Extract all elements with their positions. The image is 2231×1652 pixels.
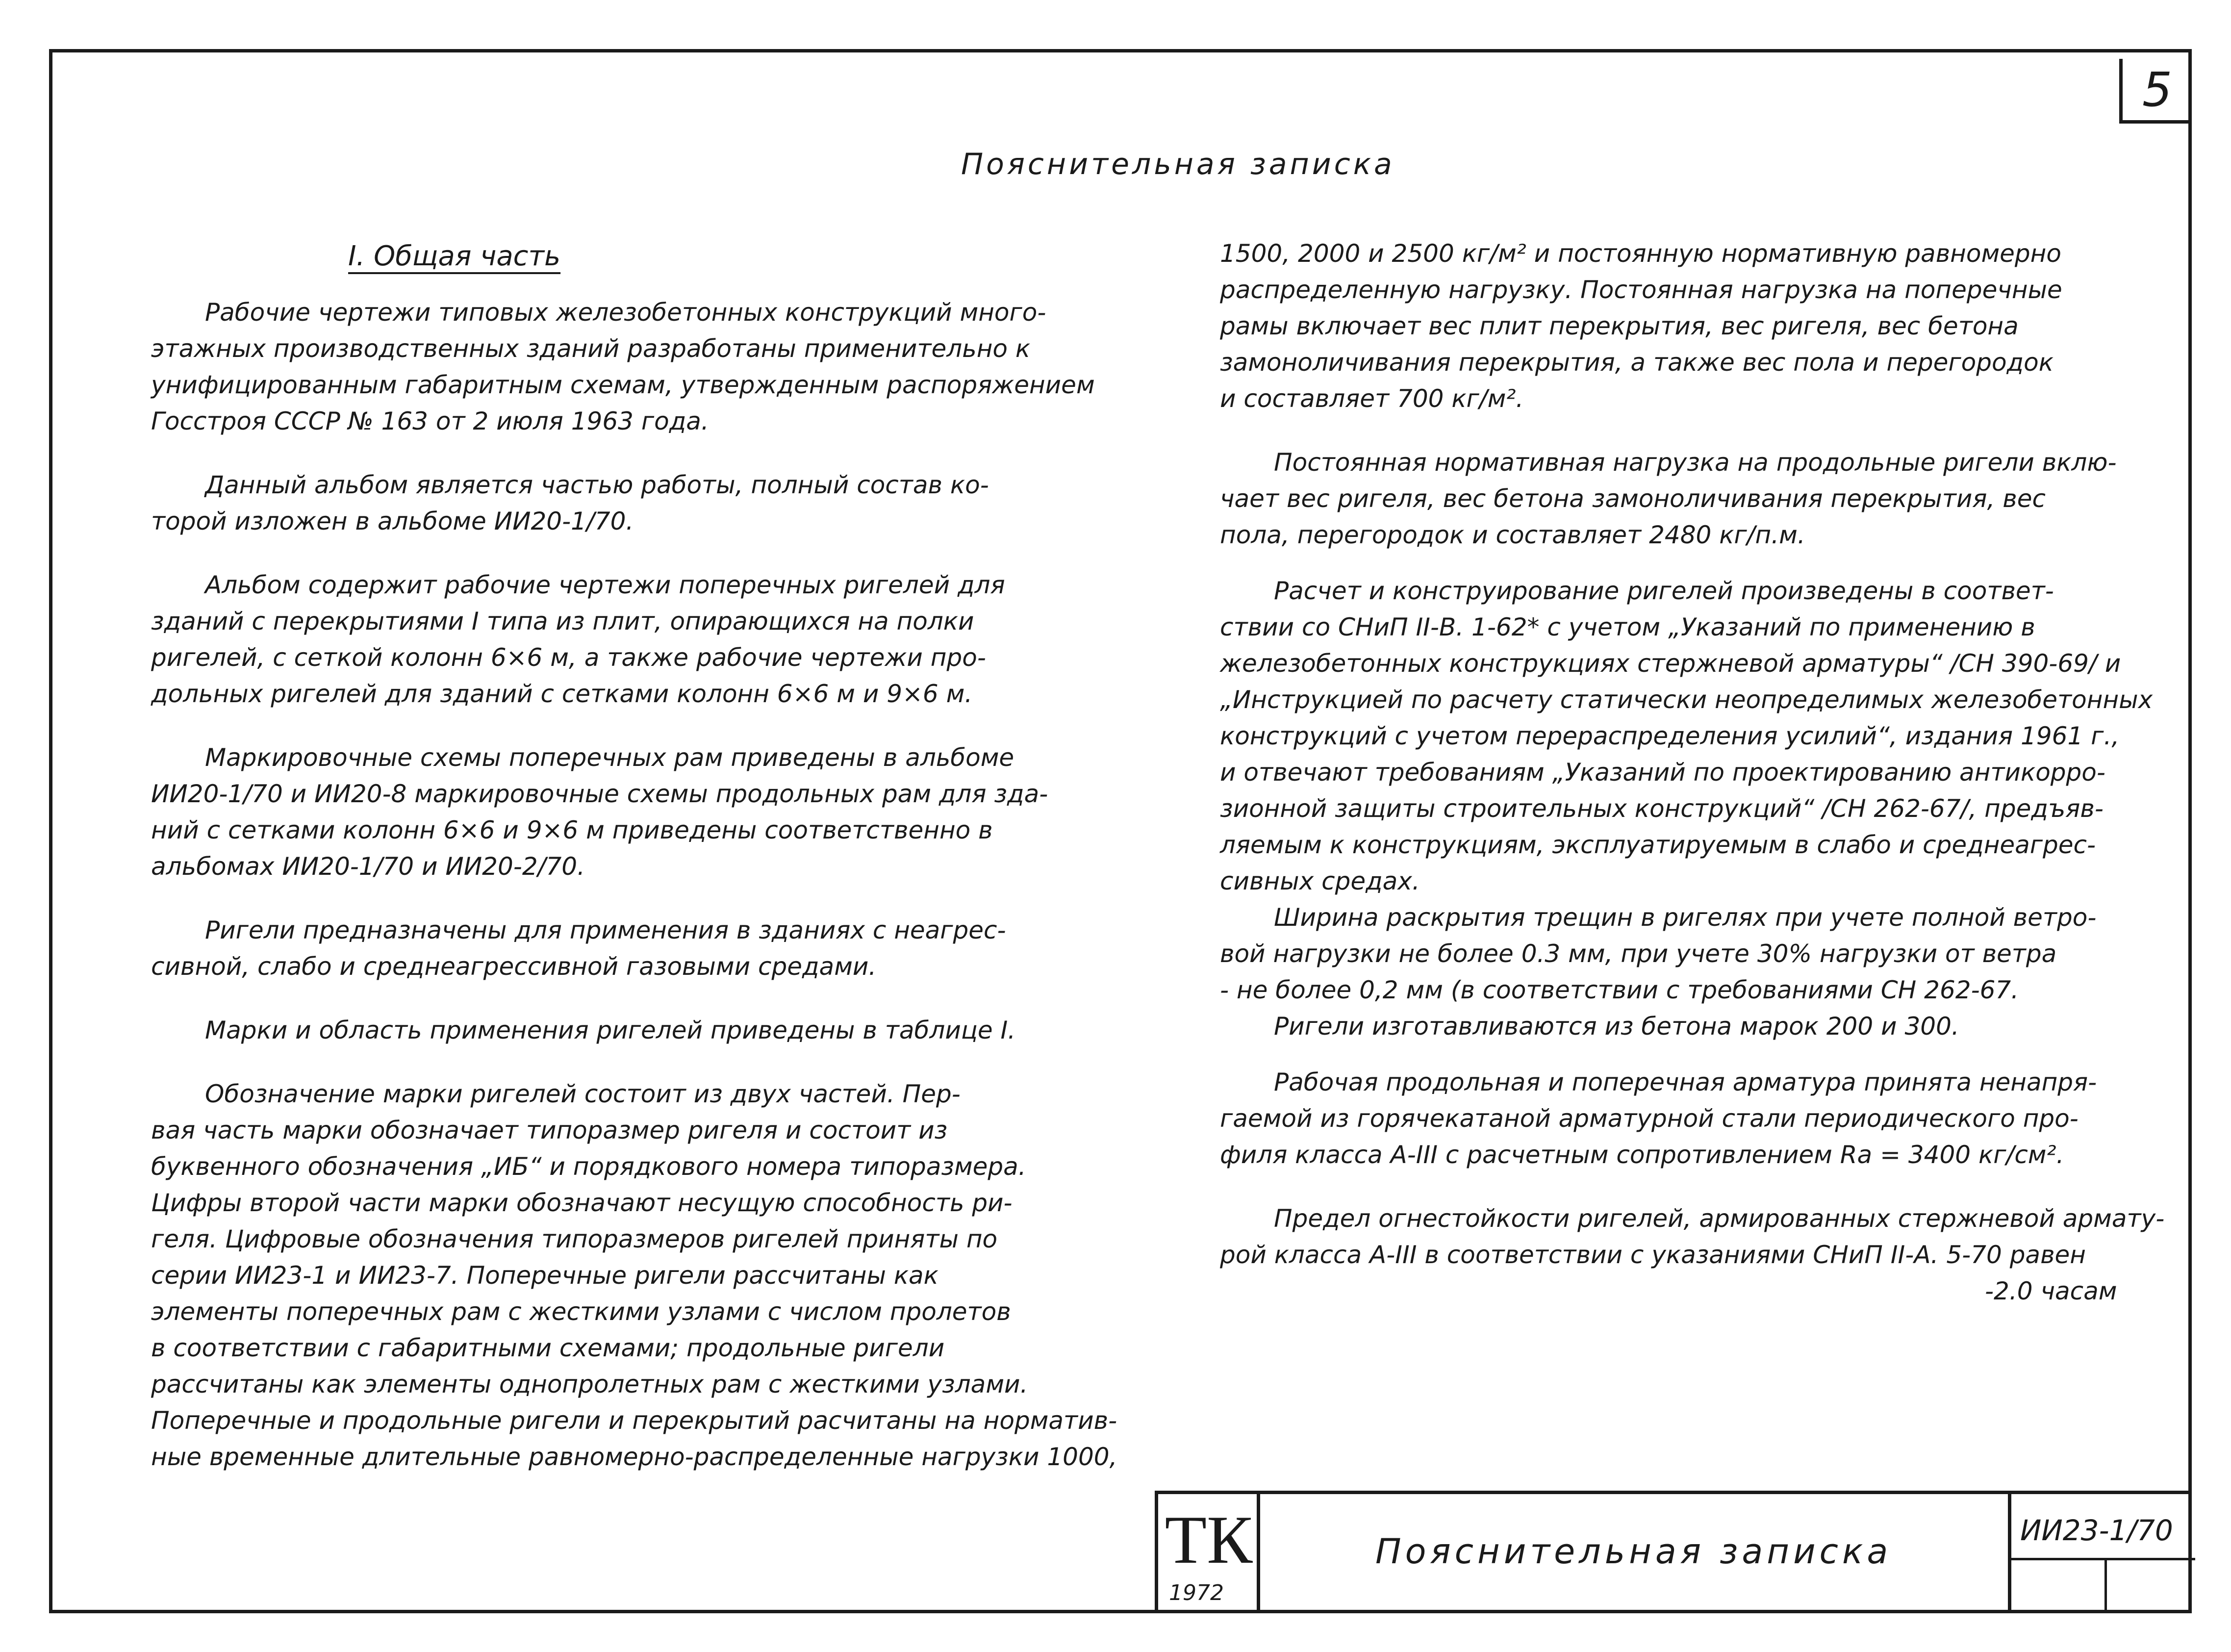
divider [2011, 1558, 2195, 1560]
text-line: ригелей, с сеткой колонн 6×6 м, а также рабочие чертежи про- [151, 643, 986, 672]
text-line: Госстроя СССР № 163 от 2 июля 1963 года. [151, 407, 709, 435]
paragraph [151, 467, 1117, 539]
text-line: рой класса А-III в соответствии с указаниями СНиП II-А. 5-70 равен [1220, 1241, 2086, 1269]
text-line: пола, перегородок и составляет 2480 кг/п.м. [1220, 521, 1805, 549]
tk-logo-text: ТК [1165, 1502, 1253, 1574]
text-line: ствии со СНиП II-В. 1-62* с учетом „Указаний по применению в [1220, 613, 2035, 641]
text-line: ные временные длительные равномерно-распределенные нагрузки 1000, [151, 1443, 1117, 1471]
text-line: Маркировочные схемы поперечных рам приведены в альбоме [205, 743, 1014, 772]
text-line: Предел огнестойкости ригелей, армированных стержневой армату- [1274, 1204, 2165, 1233]
text-line: Поперечные и продольные ригели и перекрытий расчитаны на норматив- [151, 1406, 1117, 1435]
page-number: 5 [2119, 59, 2192, 124]
section-heading: I. Общая часть [348, 240, 561, 272]
paragraph [1220, 1008, 2164, 1044]
text-line: замоноличивания перекрытия, а также вес пола и перегородок [1220, 348, 2054, 377]
title-block-year: 1972 [1169, 1580, 1224, 1605]
text-line: альбомах ИИ20-1/70 и ИИ20-2/70. [151, 852, 585, 881]
text-line: геля. Цифровые обозначения типоразмеров ригелей приняты по [151, 1225, 998, 1253]
paragraph [151, 912, 1117, 985]
paragraph [1220, 444, 2164, 553]
text-line: Обозначение марки ригелей состоит из двух частей. Пер- [205, 1080, 961, 1108]
text-line: чает вес ригеля, вес бетона замоноличивания перекрытия, вес [1220, 484, 2046, 513]
text-line: гаемой из горячекатаной арматурной стали периодического про- [1220, 1104, 2079, 1133]
text-line: Ригели предназначены для применения в зданиях с неагрес- [205, 916, 1006, 944]
text-line: и составляет 700 кг/м². [1220, 384, 1524, 413]
text-line: Цифры второй части марки обозначают несущую способность ри- [151, 1189, 1013, 1217]
text-line: сивных средах. [1220, 867, 1420, 895]
text-line: Постоянная нормативная нагрузка на продольные ригели вклю- [1274, 448, 2117, 477]
text-line: торой изложен в альбоме ИИ20-1/70. [151, 507, 634, 535]
text-line: ляемым к конструкциям, эксплуатируемым в слабо и среднеагрес- [1220, 831, 2096, 859]
text-line: конструкций с учетом перераспределения усилий“, издания 1961 г., [1220, 722, 2120, 750]
paragraph [151, 739, 1117, 885]
paragraph [151, 294, 1117, 439]
title-block-code-cell [2008, 1494, 2192, 1613]
text-line: Марки и область применения ригелей приведены в таблице I. [205, 1016, 1016, 1044]
text-line: вой нагрузки не более 0.3 мм, при учете 30% нагрузки от ветра [1220, 940, 2057, 968]
text-line: - не более 0,2 мм (в соответствии с требованиями СН 262-67. [1220, 976, 2019, 1004]
text-line: Ригели изготавливаются из бетона марок 200 и 300. [1274, 1012, 1959, 1041]
text-line: Данный альбом является частью работы, полный состав ко- [205, 471, 989, 499]
text-line: этажных производственных зданий разработаны применительно к [151, 334, 1031, 363]
text-line: вая часть марки обозначает типоразмер ригеля и состоит из [151, 1116, 948, 1144]
text-line: зионной защиты строительных конструкций“ /СН 262-67/, предъяв- [1220, 794, 2104, 823]
text-line: ний с сетками колонн 6×6 и 9×6 м приведены соответственно в [151, 816, 993, 844]
text-line: „Инструкцией по расчету статически неопределимых железобетонных [1220, 686, 2153, 714]
text-line: и отвечают требованиям „Указаний по проектированию антикорро- [1220, 758, 2105, 787]
text-line: железобетонных конструкциях стержневой арматуры“ /СН 390-69/ и [1220, 649, 2121, 678]
text-line: серии ИИ23-1 и ИИ23-7. Поперечные ригели рассчитаны как [151, 1261, 938, 1290]
text-line: Рабочие чертежи типовых железобетонных конструкций много- [205, 298, 1046, 327]
left-column [151, 294, 1117, 1475]
page-title: Пояснительная записка [961, 147, 1395, 181]
right-column [1220, 235, 2164, 1309]
text-line: Ширина раскрытия трещин в ригелях при учете полной ветро- [1274, 903, 2097, 932]
paragraph [151, 1012, 1117, 1048]
divider [2104, 1558, 2107, 1613]
title-block-code: ИИ23-1/70 [2020, 1514, 2173, 1547]
text-line: рассчитаны как элементы однопролетных рам с жесткими узлами. [151, 1370, 1028, 1398]
paragraph [151, 1076, 1117, 1475]
text-line: -2.0 часам [1985, 1277, 2117, 1305]
paragraph [1220, 235, 2164, 417]
text-line: Рабочая продольная и поперечная арматура принята ненапря- [1274, 1068, 2097, 1096]
text-line: ИИ20-1/70 и ИИ20-8 маркировочные схемы продольных рам для зда- [151, 780, 1048, 808]
title-block-logo-cell [1155, 1494, 1260, 1613]
text-line: 1500, 2000 и 2500 кг/м² и постоянную нормативную равномерно [1220, 239, 2061, 268]
text-line: в соответствии с габаритными схемами; продольные ригели [151, 1334, 945, 1362]
title-block [1155, 1491, 2192, 1613]
paragraph [1220, 1064, 2164, 1173]
text-line: зданий с перекрытиями I типа из плит, опирающихся на полки [151, 607, 974, 635]
text-line: Альбом содержит рабочие чертежи поперечных ригелей для [205, 571, 1005, 599]
text-line: унифицированным габаритным схемам, утвержденным распоряжением [151, 371, 1095, 399]
text-line: элементы поперечных рам с жесткими узлами с числом пролетов [151, 1297, 1011, 1326]
text-line: буквенного обозначения „ИБ“ и порядкового номера типоразмера. [151, 1152, 1026, 1181]
paragraph [1220, 899, 2164, 1008]
paragraph [151, 567, 1117, 712]
paragraph [1220, 573, 2164, 899]
text-line: дольных ригелей для зданий с сетками колонн 6×6 м и 9×6 м. [151, 680, 973, 708]
title-block-title: Пояснительная записка [1375, 1531, 1892, 1572]
text-line: сивной, слабо и среднеагрессивной газовыми средами. [151, 952, 877, 981]
text-line: филя класса А-III с расчетным сопротивлением Ra = 3400 кг/см². [1220, 1141, 2064, 1169]
text-line: распределенную нагрузку. Постоянная нагрузка на поперечные [1220, 276, 2062, 304]
paragraph [1220, 1200, 2164, 1309]
text-line: Расчет и конструирование ригелей произведены в соответ- [1274, 577, 2054, 605]
tk-logo [1162, 1500, 1255, 1574]
text-line: рамы включает вес плит перекрытия, вес ригеля, вес бетона [1220, 312, 2019, 340]
